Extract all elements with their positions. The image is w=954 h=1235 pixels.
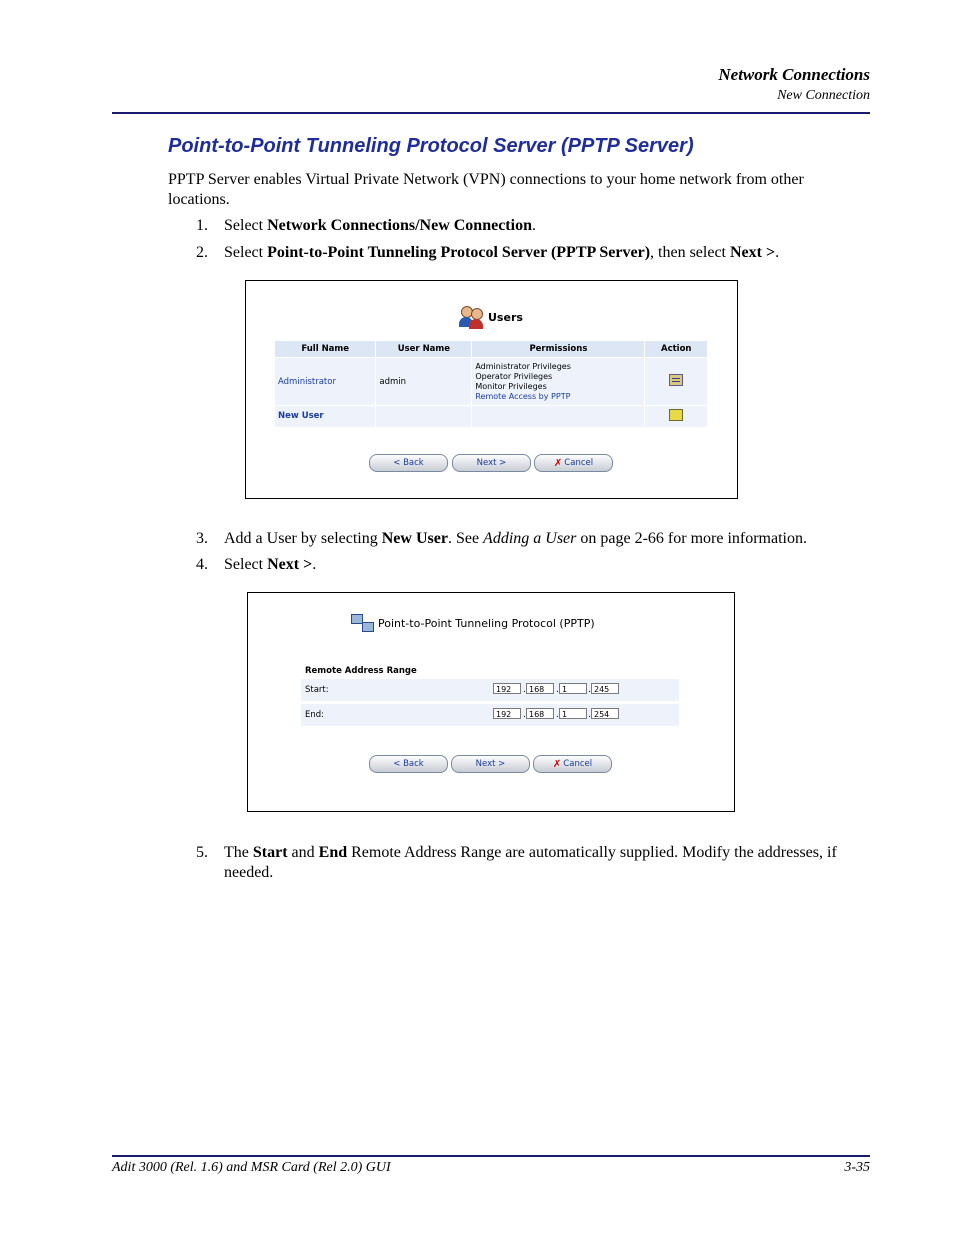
step-number: 2.	[196, 244, 208, 261]
users-title-text: Users	[488, 310, 523, 324]
step-text	[224, 843, 870, 883]
step-text	[224, 555, 870, 575]
page-number: 3-35	[844, 1160, 870, 1175]
end-row: End: 192 . 168 . 1 . 254	[301, 704, 679, 727]
start-ip-octet-1[interactable]: 192	[493, 683, 521, 694]
step-text-part: .	[531, 217, 536, 234]
end-ip-octet-3[interactable]: 1	[559, 708, 587, 719]
step-number: 1.	[196, 217, 208, 234]
permission-item: Monitor Privileges	[475, 381, 547, 391]
step-text-part: Add a User by selecting	[224, 530, 382, 547]
step-text-part: .	[312, 556, 317, 573]
new-user-link[interactable]: New User	[275, 406, 376, 427]
full-name-cell[interactable]: Administrator	[275, 358, 376, 406]
header-rule	[112, 112, 870, 114]
end-label: End:	[305, 710, 325, 720]
back-button[interactable]: < Back	[369, 454, 448, 472]
users-screenshot	[245, 280, 738, 499]
permission-item: Operator Privileges	[475, 371, 553, 381]
step-text-bold: Next >	[267, 556, 313, 573]
next-button[interactable]: Next >	[451, 755, 530, 773]
pptp-panel-title	[350, 613, 595, 633]
end-ip-octet-4[interactable]: 254	[591, 708, 619, 719]
intro-paragraph: PPTP Server enables Virtual Private Network (VPN) connections to your home network from other locations.	[168, 171, 804, 208]
users-table	[275, 341, 708, 427]
step-text-bold: Network Connections/New Connection	[267, 217, 532, 234]
step-text	[224, 529, 870, 549]
section-title: Point-to-Point Tunneling Protocol Server (PPTP Server)	[168, 135, 694, 157]
step-text-part: Select	[224, 556, 268, 573]
users-icon	[458, 305, 484, 329]
cancel-x-icon: ✗	[552, 758, 562, 770]
running-header-title: Network Connections	[718, 65, 870, 84]
step-text-bold: Next >	[729, 244, 776, 261]
new-user-icon[interactable]	[669, 409, 683, 421]
step-text-part: . See	[447, 530, 484, 547]
col-user-name: User Name	[376, 341, 472, 358]
running-header-subtitle: New Connection	[777, 88, 870, 103]
table-row	[275, 406, 708, 427]
cancel-button[interactable]	[533, 755, 612, 773]
empty-cell	[472, 406, 645, 427]
cancel-label: Cancel	[564, 458, 594, 468]
step-text-part: .	[775, 244, 780, 261]
end-ip-octet-1[interactable]: 192	[493, 708, 521, 719]
step-text-part: , then select	[650, 244, 730, 261]
permission-item: Administrator Privileges	[475, 361, 571, 371]
step-text-bold: Start	[252, 844, 288, 861]
table-header-row	[275, 341, 708, 358]
step-text-bold: Point-to-Point Tunneling Protocol Server (PPTP Server)	[267, 244, 651, 261]
step-text-part: Select	[224, 217, 268, 234]
col-action: Action	[645, 341, 708, 358]
table-row	[275, 358, 708, 406]
pptp-title-text: Point-to-Point Tunneling Protocol (PPTP)	[378, 616, 595, 630]
network-icon	[350, 613, 374, 633]
step-text-part: The	[224, 844, 253, 861]
step-text-bold: New User	[381, 530, 448, 547]
start-ip-octet-4[interactable]: 245	[591, 683, 619, 694]
cancel-x-icon: ✗	[553, 457, 563, 469]
permission-item: Remote Access by PPTP	[475, 391, 571, 401]
step-text-part: Remote Address Range are automatically supplied. Modify the addresses, if needed.	[224, 844, 837, 881]
cancel-button[interactable]	[534, 454, 613, 472]
step-number: 3.	[196, 530, 208, 547]
col-full-name: Full Name	[275, 341, 376, 358]
step-number: 4.	[196, 556, 208, 573]
start-row: Start: 192 . 168 . 1 . 245	[301, 679, 679, 702]
action-cell	[645, 358, 708, 406]
step-text	[224, 243, 870, 263]
cancel-label: Cancel	[563, 759, 593, 769]
footer-rule	[112, 1155, 870, 1157]
start-ip-octet-3[interactable]: 1	[559, 683, 587, 694]
step-text-part: Select	[224, 244, 268, 261]
back-button[interactable]: < Back	[369, 755, 448, 773]
next-button[interactable]: Next >	[452, 454, 531, 472]
step-text-bold: End	[318, 844, 348, 861]
step-text-part: on page 2-66 for more information.	[576, 530, 807, 547]
col-permissions: Permissions	[472, 341, 645, 358]
step-text	[224, 216, 870, 236]
edit-icon[interactable]	[669, 374, 683, 386]
end-ip-octet-2[interactable]: 168	[526, 708, 554, 719]
start-label: Start:	[305, 685, 329, 695]
remote-address-range-label: Remote Address Range	[305, 666, 417, 676]
empty-cell	[376, 406, 472, 427]
step-text-part: and	[287, 844, 319, 861]
step-number: 5.	[196, 844, 208, 861]
step-text-italic: Adding a User	[483, 530, 577, 547]
permissions-cell	[472, 358, 645, 406]
pptp-screenshot	[247, 592, 735, 812]
start-ip-octet-2[interactable]: 168	[526, 683, 554, 694]
action-cell	[645, 406, 708, 427]
user-name-cell: admin	[376, 358, 472, 406]
footer-doc-title: Adit 3000 (Rel. 1.6) and MSR Card (Rel 2.0) GUI	[112, 1160, 391, 1175]
users-panel-title	[458, 305, 523, 329]
